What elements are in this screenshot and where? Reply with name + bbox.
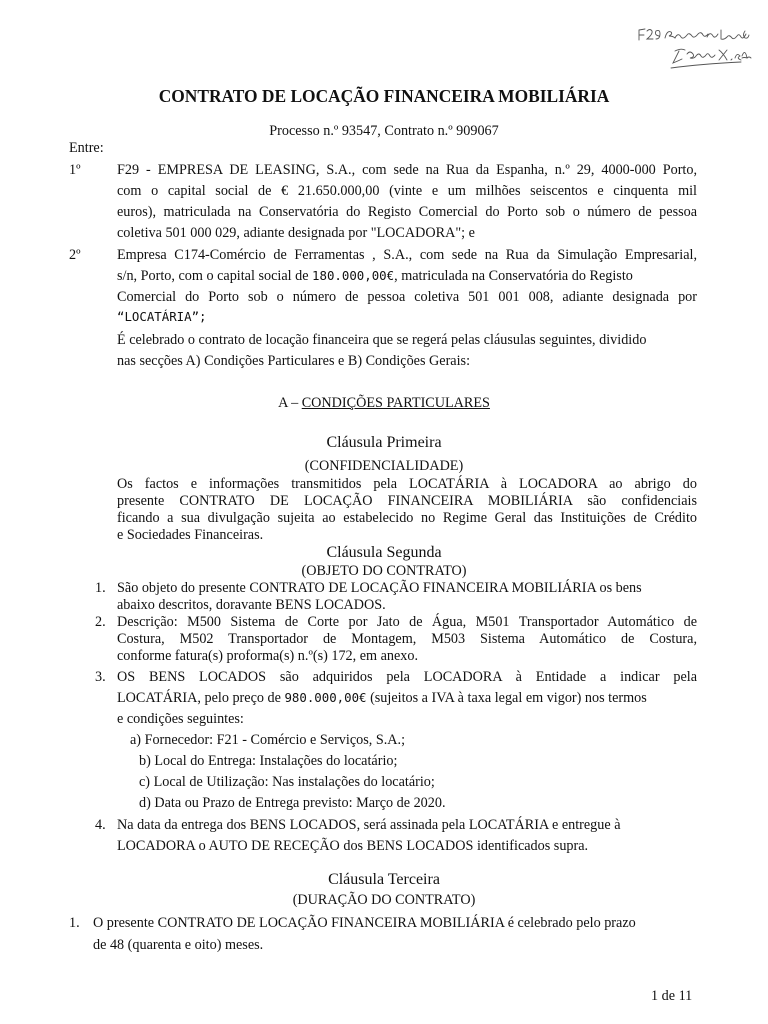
clause2-subtitle: (OBJETO DO CONTRATO): [301, 563, 467, 579]
handwritten-signature: [635, 24, 753, 74]
clause2-item1-line: São objeto do presente CONTRATO DE LOCAÇÃO FINANCEIRA MOBILIÁRIA os bens: [117, 580, 642, 596]
party2-capital-line: [117, 269, 697, 283]
list-number: 1.: [69, 915, 80, 931]
clause1-line: Os factos e informações transmitidos pela LOCATÁRIA à LOCADORA ao abrigo do: [117, 476, 697, 492]
list-number: 2.: [95, 614, 106, 630]
clause2-item3-line: e condições seguintes:: [117, 711, 244, 727]
clause3-item1-line: O presente CONTRATO DE LOCAÇÃO FINANCEIRA MOBILIÁRIA é celebrado pelo prazo: [93, 915, 636, 931]
clause2-item2-line: Costura, M502 Transportador de Montagem, M503 Sistema Automático de Costura,: [117, 631, 697, 647]
clause2-item4-line: LOCADORA o AUTO DE RECEÇÃO dos BENS LOCADOS identificados supra.: [117, 838, 589, 854]
clause2-item2-line: conforme fatura(s) proforma(s) n.º(s) 172, em anexo.: [117, 648, 419, 664]
price-amount: 980.000,00€: [284, 690, 367, 705]
list-number: 3.: [95, 669, 106, 685]
party1-line: F29 - EMPRESA DE LEASING, S.A., com sede na Rua da Espanha, n.º 29, 4000-000 Porto,: [117, 162, 697, 178]
clause2-item4-line: Na data da entrega dos BENS LOCADOS, será assinada pela LOCATÁRIA e entregue à: [117, 817, 621, 833]
party1-line: coletiva 501 000 029, adiante designada por "LOCADORA"; e: [117, 225, 475, 241]
party2-line: Comercial do Porto sob o número de pessoa coletiva 501 001 008, adiante designada por: [117, 289, 697, 305]
document-title: CONTRATO DE LOCAÇÃO FINANCEIRA MOBILIÁRIA: [158, 86, 610, 106]
clause1-line: ficando a sua divulgação sujeita ao estabelecido no Regime Geral das Instituições de Crédito: [117, 510, 697, 526]
party2-number: 2º: [69, 247, 81, 263]
subitem: c) Local de Utilização: Nas instalações do locatário;: [139, 774, 435, 790]
clause2-item1-line: abaixo descritos, doravante BENS LOCADOS.: [117, 597, 386, 613]
clause2-item2-line: Descrição: M500 Sistema de Corte por Jato de Água, M501 Transportador Automático de: [117, 614, 697, 630]
signature-scribble: [635, 24, 753, 74]
party1-number: 1º: [69, 162, 81, 178]
section-a-heading: A – CONDIÇÕES PARTICULARES: [278, 395, 490, 411]
party2-line: nas secções A) Condições Particulares e B) Condições Gerais:: [117, 353, 471, 369]
subitem: d) Data ou Prazo de Entrega previsto: Março de 2020.: [139, 795, 446, 811]
process-line: Processo n.º 93547, Contrato n.º 909067: [269, 123, 499, 139]
page-number: 1 de 11: [651, 988, 693, 1004]
party2-locataria-label: “LOCATÁRIA”;: [117, 309, 207, 324]
party1-line: com o capital social de € 21.650.000,00 (vinte e um milhões seiscentos e cinquenta mil: [117, 183, 697, 199]
clause2-item3-price-line: LOCATÁRIA, pelo preço de 980.000,00€ (sujeitos a IVA à taxa legal em vigor) nos termos: [117, 690, 647, 706]
list-number: 1.: [95, 580, 106, 596]
clause2-item3-line: OS BENS LOCADOS são adquiridos pela LOCADORA à Entidade a indicar pela: [117, 669, 697, 685]
clause1-subtitle: (CONFIDENCIALIDADE): [304, 458, 464, 474]
capital-amount: 180.000,00€: [312, 268, 395, 283]
clause1-line: e Sociedades Financeiras.: [117, 527, 264, 543]
clause3-item1-line: de 48 (quarenta e oito) meses.: [93, 937, 264, 953]
party2-capital-text: s/n, Porto, com o capital social de 180.000,00€, matriculada na Conservatória do Registo: [117, 268, 633, 284]
subitem: a) Fornecedor: F21 - Comércio e Serviços, S.A.;: [130, 732, 406, 748]
party2-line: Empresa C174-Comércio de Ferramentas , S.A., com sede na Rua da Simulação Empresarial,: [117, 247, 697, 263]
between-label: Entre:: [69, 140, 104, 156]
clause2-title: Cláusula Segunda: [326, 544, 442, 561]
party1-line: euros), matriculada na Conservatória do Registo Comercial do Porto sob o número de pessoa: [117, 204, 697, 220]
clause1-line: presente CONTRATO DE LOCAÇÃO FINANCEIRA MOBILIÁRIA são confidenciais: [117, 493, 697, 509]
subitem: b) Local do Entrega: Instalações do locatário;: [139, 753, 398, 769]
clause3-subtitle: (DURAÇÃO DO CONTRATO): [292, 892, 476, 908]
list-number: 4.: [95, 817, 106, 833]
clause3-title: Cláusula Terceira: [328, 871, 440, 888]
party2-line: É celebrado o contrato de locação financeira que se regerá pelas cláusulas seguintes, dividido: [117, 332, 647, 348]
clause1-title: Cláusula Primeira: [326, 434, 442, 451]
